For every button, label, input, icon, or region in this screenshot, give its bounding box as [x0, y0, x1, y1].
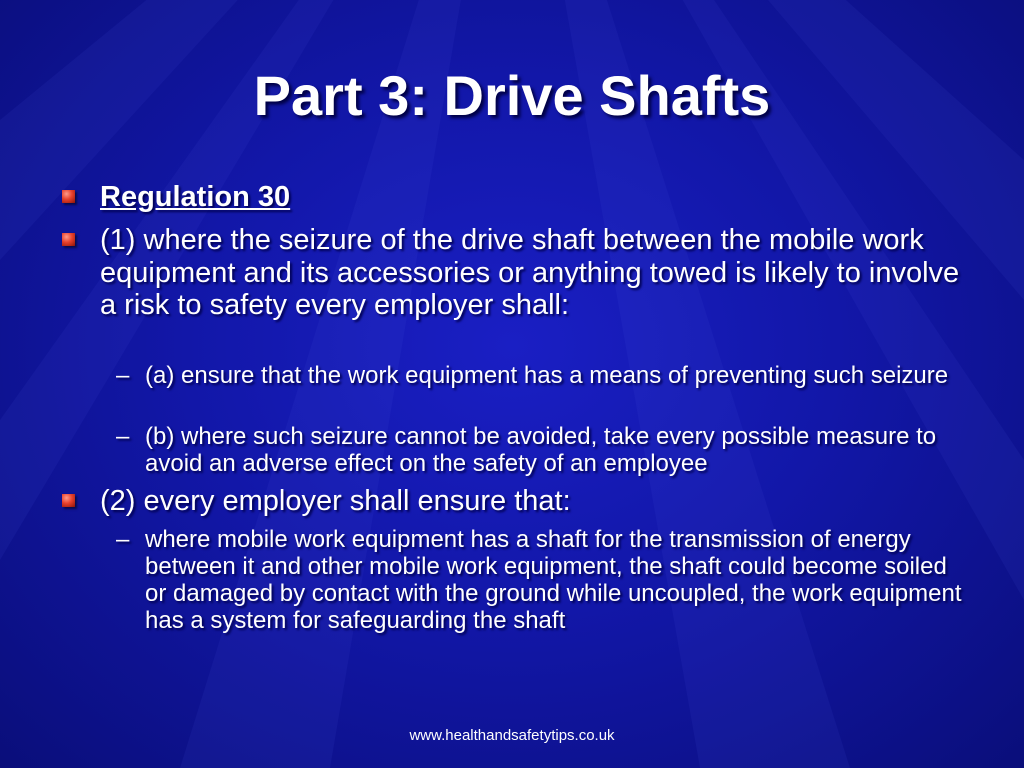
sub-bullet-item: [116, 526, 965, 634]
sub-bullet-item: [116, 362, 965, 389]
footer-url: www.healthandsafetytips.co.uk: [409, 727, 615, 744]
square-bullet-icon: [62, 494, 75, 507]
sub-bullet-text: where mobile work equipment has a shaft for the transmission of energy between it and other mobile work equipment, the shaft could become soiled or damaged by contact with the ground while uncoupled, the work equipment has a system for safeguarding the shaft: [145, 526, 962, 634]
bullet-item: [100, 181, 970, 214]
square-bullet-icon: [62, 190, 75, 203]
slide-title: Part 3: Drive Shafts: [253, 64, 771, 127]
dash-bullet-icon: –: [116, 423, 130, 450]
bullet-heading: Regulation 30: [100, 181, 291, 213]
sub-bullet-text: (b) where such seizure cannot be avoided, take every possible measure to avoid an adverse effect on the safety of an employee: [145, 423, 937, 477]
sub-bullet-item: [116, 423, 965, 477]
dash-bullet-icon: –: [116, 362, 130, 389]
bullet-text: (2) every employer shall ensure that:: [100, 485, 571, 517]
bullet-item: [100, 485, 970, 518]
bullet-item: [100, 224, 970, 322]
square-bullet-icon: [62, 233, 75, 246]
dash-bullet-icon: –: [116, 526, 130, 553]
sub-bullet-text: (a) ensure that the work equipment has a means of preventing such seizure: [145, 362, 949, 389]
bullet-text: (1) where the seizure of the drive shaft between the mobile work equipment and its accessories or anything towed is likely to involve a risk to safety every employer shall:: [100, 224, 960, 321]
